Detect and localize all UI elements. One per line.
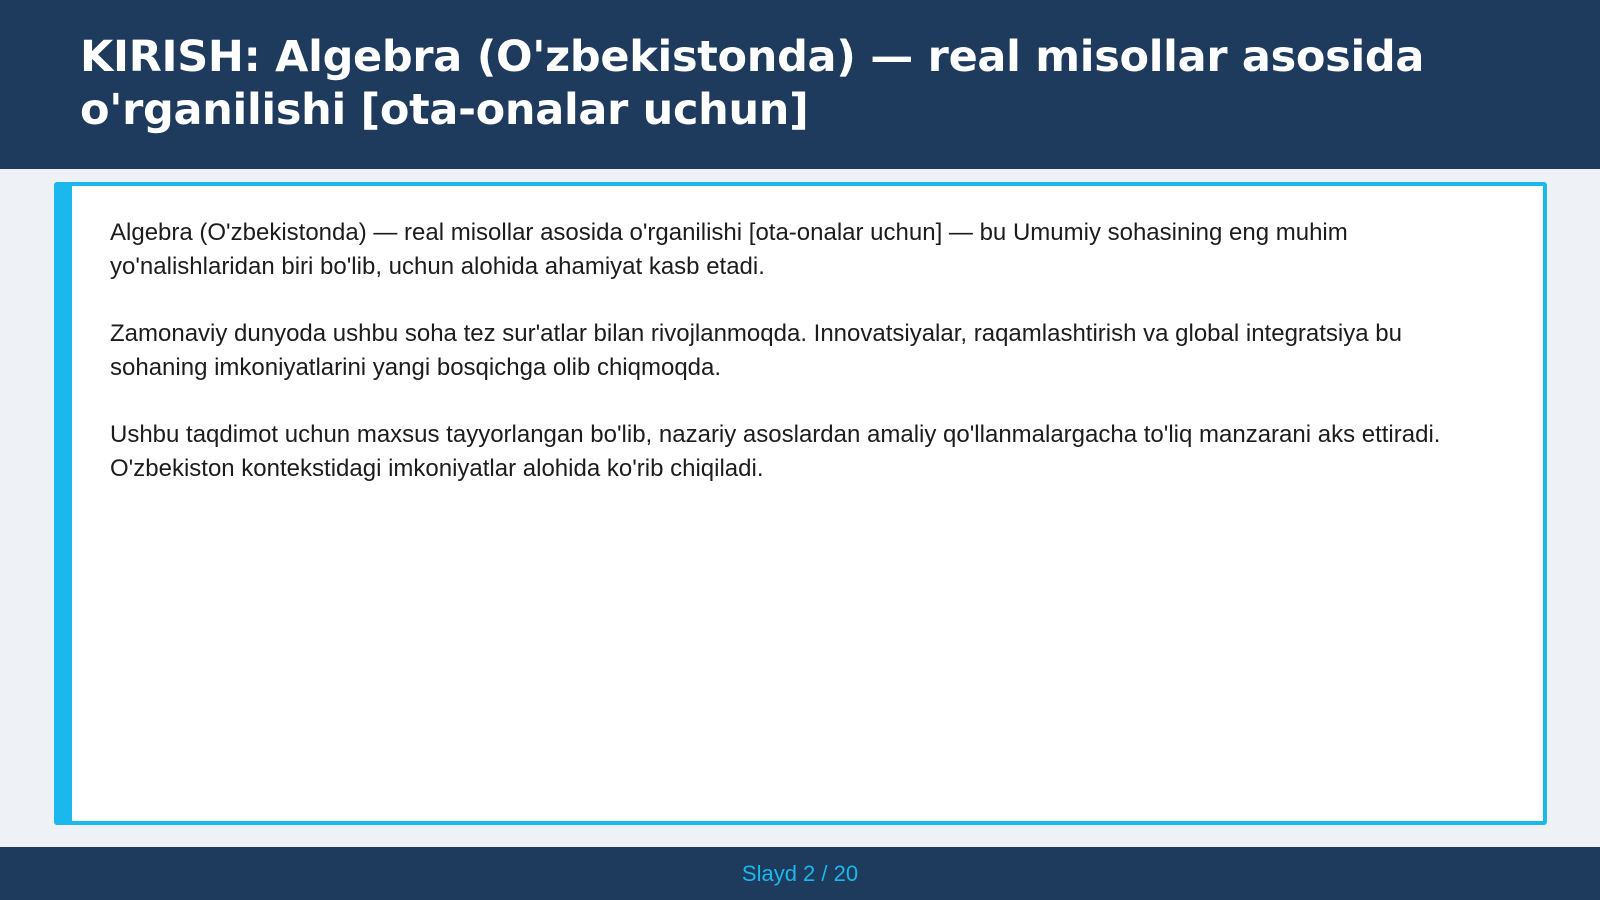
purpose-paragraph: Ushbu taqdimot uchun maxsus tayyorlangan bo'lib, nazariy asoslardan amaliy qo'llanmalargacha to'liq manzarani aks ettiradi. O'zbekiston kontekstidagi imkoniyatlar alohida ko'rib chiqiladi. bbox=[110, 421, 1441, 482]
slide-counter: Slayd 2 / 20 bbox=[741, 861, 859, 886]
slide-footer bbox=[0, 847, 1600, 900]
slide-title: KIRISH: Algebra (O'zbekistonda) — real misollar asosida o'rganilishi [ota-onalar uchun] bbox=[80, 32, 1425, 135]
trends-paragraph: Zamonaviy dunyoda ushbu soha tez sur'atlar bilan rivojlanmoqda. Innovatsiyalar, raqamlashtirish va global integratsiya bu sohaning imkoniyatlarini yangi bosqichga olib chiqmoqda. bbox=[110, 320, 1402, 381]
slide-header bbox=[0, 0, 1600, 169]
intro-paragraph: Algebra (O'zbekistonda) — real misollar asosida o'rganilishi [ota-onalar uchun] — bu Umumiy sohasining eng muhim yo'nalishlaridan biri bo'lib, uchun alohida ahamiyat kasb etadi. bbox=[110, 219, 1348, 280]
content-card bbox=[54, 182, 1547, 825]
